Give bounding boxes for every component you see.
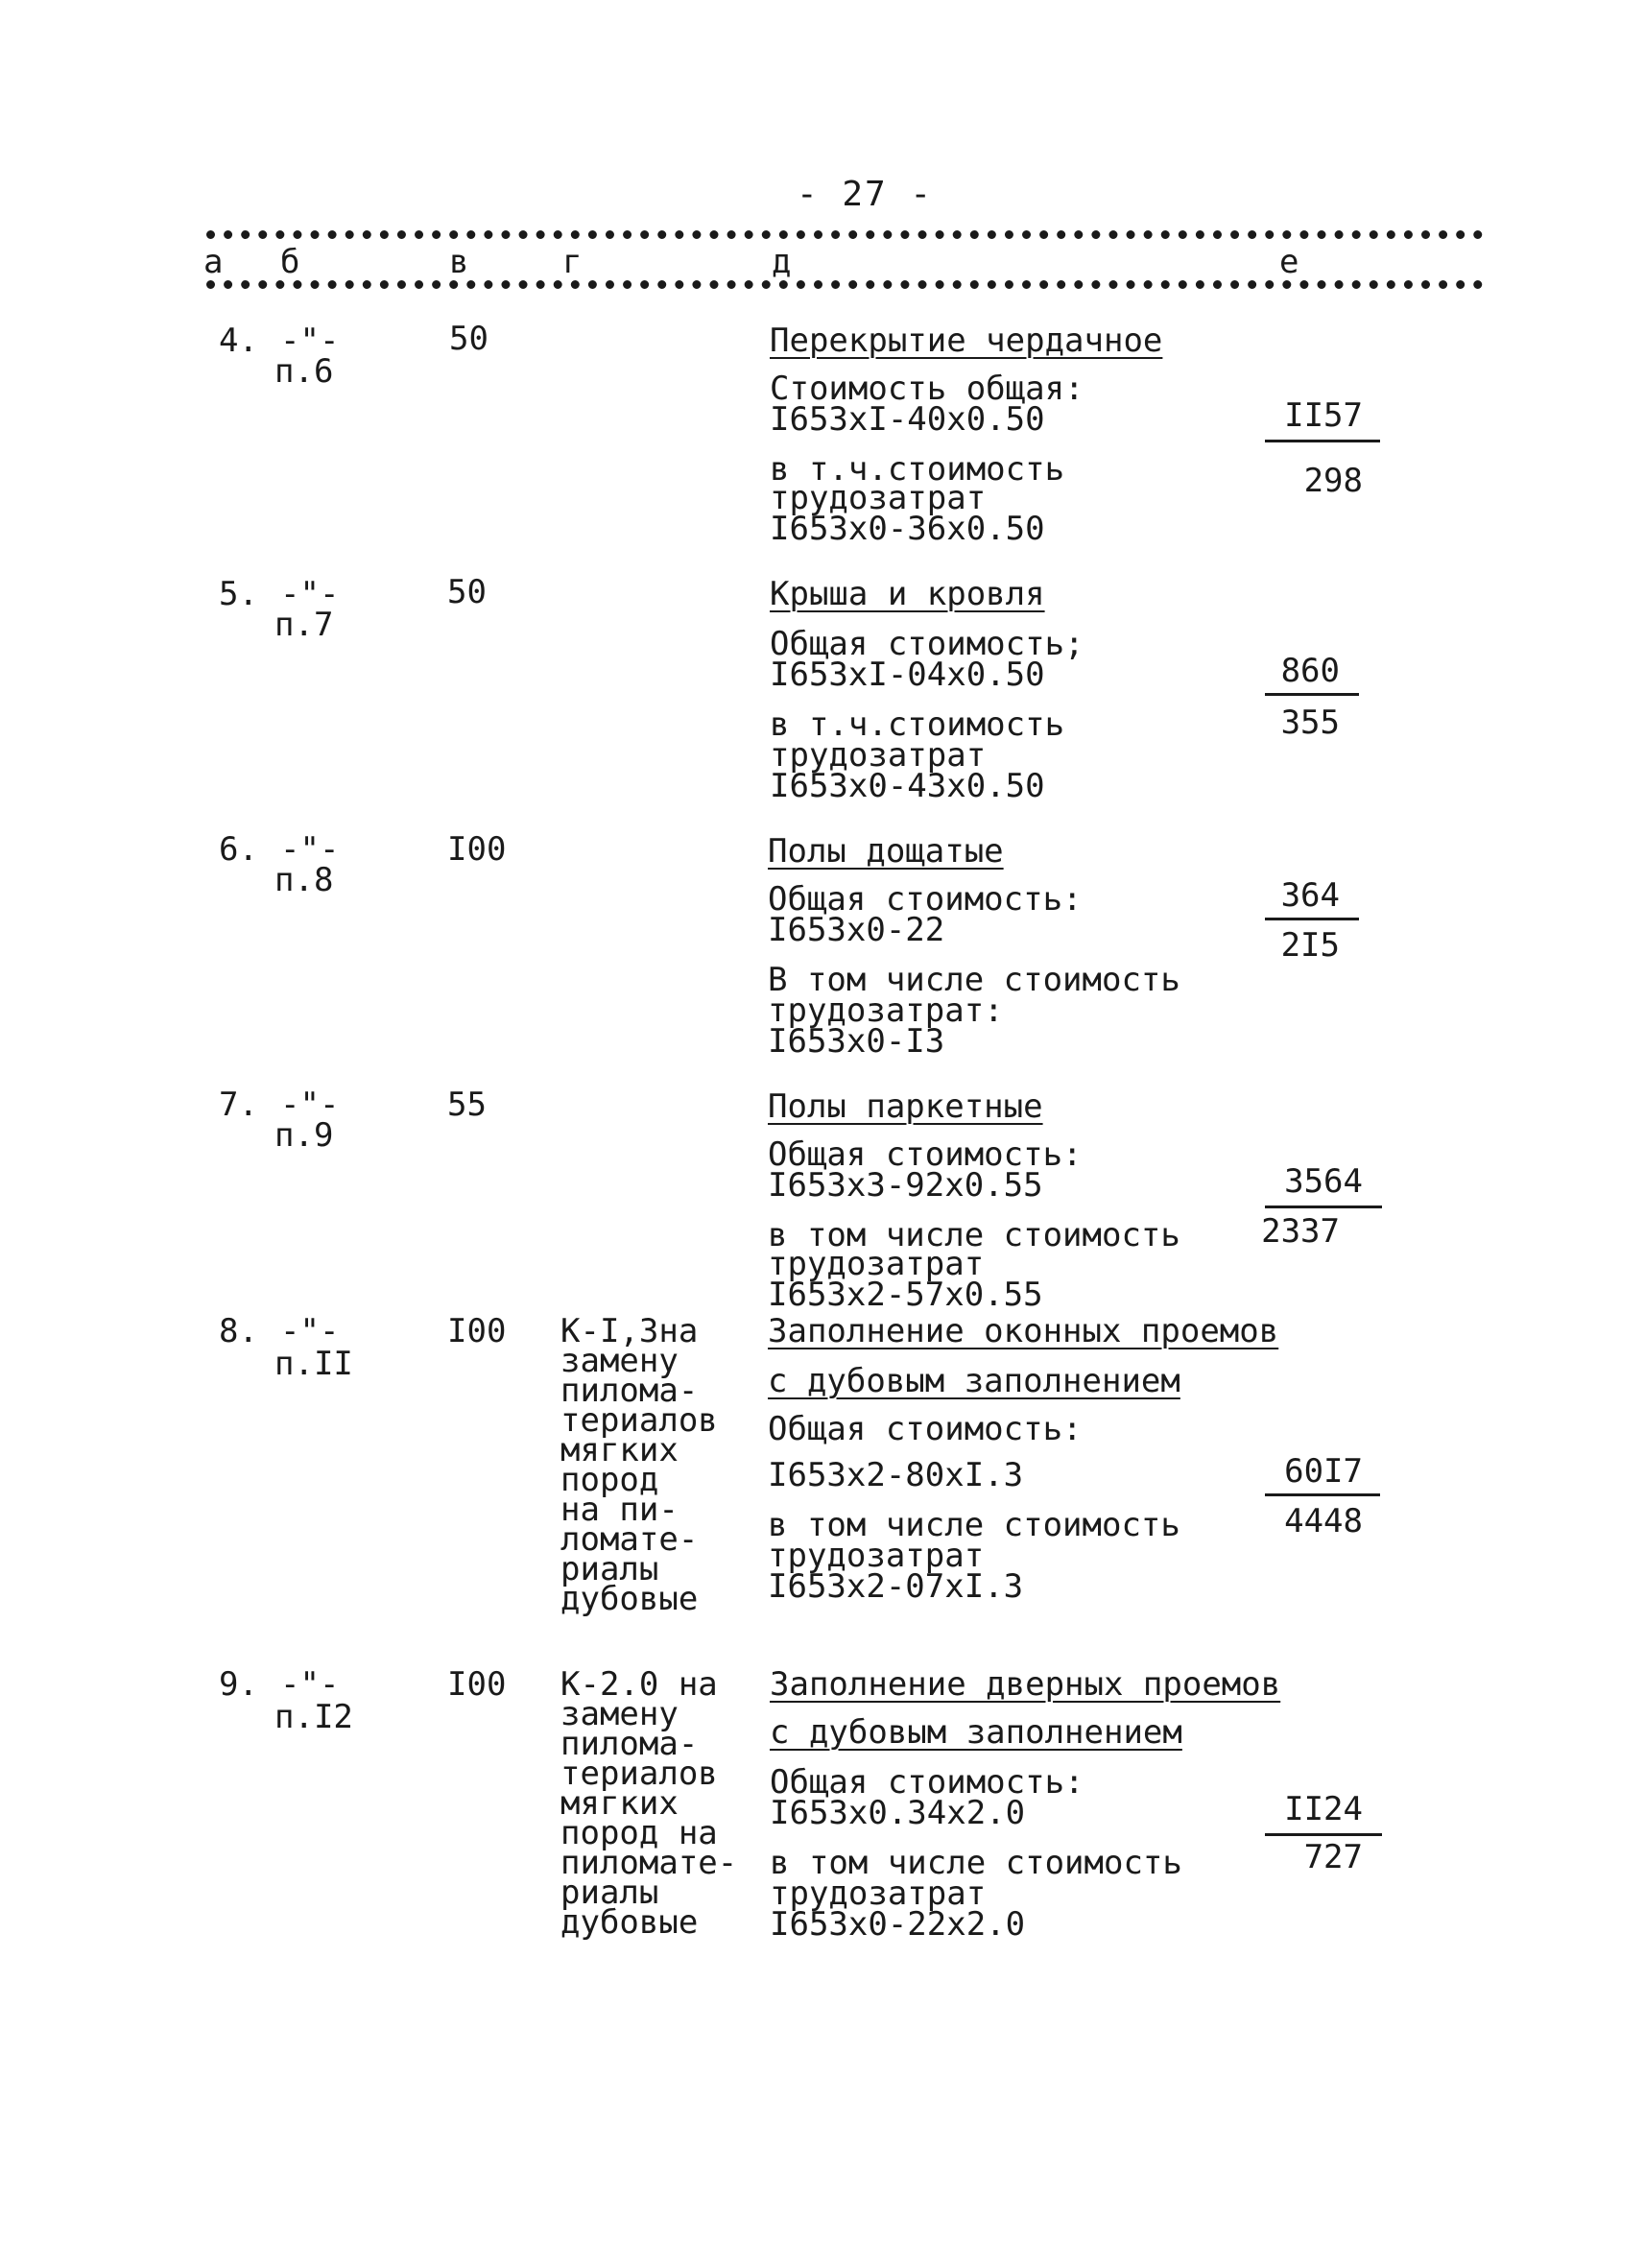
labor-label: в том числе стоимость [768,1216,1180,1254]
cost-value-underline [1265,918,1359,920]
column-header-a: а [203,243,224,281]
column-header-v: в [449,243,469,281]
column-header-e: е [1279,243,1299,281]
cost-value: 860 [1280,652,1340,690]
cost-label: Общая стоимость: [768,1410,1083,1448]
cost-value: II57 [1284,396,1363,435]
labor-label-cont: трудозатрат [768,1245,985,1283]
note-line: риалы [560,1550,659,1588]
work-title-cont: с дубовым заполнением [768,1362,1180,1400]
note-line: замену [560,1695,679,1733]
labor-formula: I653x0-43x0.50 [770,767,1045,805]
note-line: териалов [560,1755,718,1793]
labor-label-cont: трудозатрат [770,479,987,517]
labor-label: в том числе стоимость [768,1506,1180,1544]
labor-label-cont: трудозатрат [768,1537,985,1575]
row-number: 6. [219,830,258,869]
row-ref-item: п.6 [274,352,334,391]
row-number: 9. [219,1665,258,1704]
labor-value: 727 [1303,1838,1363,1876]
cost-label: Общая стоимость; [770,625,1084,663]
work-title: Полы паркетные [768,1087,1043,1126]
row-quantity: I00 [447,1312,507,1350]
row-ref-ditto: -"- [280,575,340,613]
cost-value-underline [1265,693,1359,696]
row-note [560,1312,718,1618]
labor-formula: I653x2-07xI.3 [768,1567,1024,1606]
labor-label: в том числе стоимость [770,1844,1182,1882]
cost-value: 60I7 [1284,1452,1363,1491]
note-line: К-2.0 на [560,1665,718,1704]
cost-value-underline [1265,1493,1380,1496]
labor-label: в т.ч.стоимость [770,450,1065,489]
page-number: - 27 - [797,175,934,214]
row-ref-ditto: -"- [280,322,340,360]
cost-value: 364 [1280,876,1340,915]
work-title: Заполнение дверных проемов [770,1665,1281,1704]
note-line: пилома- [560,1372,699,1410]
cost-value-underline [1265,1206,1382,1208]
cost-value: II24 [1284,1790,1363,1828]
row-quantity: 50 [447,573,487,611]
header-rule-bottom [206,280,1483,289]
labor-formula: I653x0-I3 [768,1022,945,1061]
note-line: пиломате- [560,1844,738,1882]
row-ref-ditto: -"- [280,1665,340,1704]
note-line: замену [560,1342,679,1380]
labor-formula: I653x0-36x0.50 [770,510,1045,548]
note-line: мягких [560,1431,679,1469]
row-ref-ditto: -"- [280,1312,340,1350]
cost-label: Общая стоимость: [770,1763,1084,1802]
note-line: пород на [560,1814,718,1852]
row-number: 5. [219,575,258,613]
note-line: мягких [560,1784,679,1823]
row-ref-item: п.7 [274,606,334,644]
cost-label: Общая стоимость: [768,1135,1083,1174]
labor-formula: I653x2-57x0.55 [768,1276,1043,1314]
labor-value: 298 [1303,462,1363,500]
labor-label-cont: трудозатрат [770,1874,987,1913]
row-ref-item: п.I2 [274,1698,353,1736]
row-quantity: 55 [447,1086,487,1124]
row-number: 7. [219,1086,258,1124]
work-title: Полы дощатые [768,832,1004,871]
row-number: 4. [219,322,258,360]
row-number: 8. [219,1312,258,1350]
cost-value-underline [1265,440,1380,442]
labor-label-cont: трудозатрат: [768,991,1004,1030]
cost-value: 3564 [1284,1162,1363,1201]
row-ref-item: п.8 [274,861,334,899]
cost-formula: I653xI-40x0.50 [770,400,1045,439]
cost-formula: I653x0.34x2.0 [770,1794,1026,1832]
labor-formula: I653x0-22x2.0 [770,1905,1026,1944]
work-title: Заполнение оконных проемов [768,1312,1279,1350]
cost-formula: I653x3-92x0.55 [768,1166,1043,1205]
labor-label: в т.ч.стоимость [770,705,1065,744]
note-line: на пи- [560,1491,679,1529]
cost-formula: I653x2-80xI.3 [768,1456,1024,1494]
labor-label: В том числе стоимость [768,961,1180,999]
note-line: пилома- [560,1725,699,1763]
cost-label: Общая стоимость: [768,880,1083,919]
row-ref-ditto: -"- [280,830,340,869]
labor-value: 2337 [1261,1212,1340,1251]
note-line: териалов [560,1401,718,1440]
labor-value: 4448 [1284,1502,1363,1540]
column-header-g: г [562,243,583,281]
note-line: дубовые [560,1580,699,1618]
row-ref-item: п.II [274,1345,353,1383]
work-title: Перекрытие чердачное [770,322,1163,360]
cost-formula: I653x0-22 [768,911,945,949]
labor-value: 355 [1280,704,1340,742]
header-rule-top [206,230,1483,239]
row-quantity: I00 [447,830,507,869]
note-line: ломате- [560,1520,699,1559]
column-header-d: д [772,243,792,281]
row-ref-ditto: -"- [280,1086,340,1124]
labor-label-cont: трудозатрат [770,736,987,775]
cost-value-underline [1265,1833,1382,1836]
note-line: пород [560,1461,659,1499]
row-quantity: I00 [447,1665,507,1704]
cost-label: Стоимость общая: [770,370,1084,408]
row-quantity: 50 [449,320,488,358]
work-title: Крыша и кровля [770,575,1045,613]
cost-formula: I653xI-04x0.50 [770,656,1045,694]
note-line: К-I,3на [560,1312,699,1350]
note-line: дубовые [560,1903,699,1942]
row-note [560,1665,738,1942]
labor-value: 2I5 [1280,926,1340,965]
row-ref-item: п.9 [274,1116,334,1155]
work-title-cont: с дубовым заполнением [770,1713,1182,1752]
note-line: риалы [560,1874,659,1912]
column-header-b: б [280,243,300,281]
